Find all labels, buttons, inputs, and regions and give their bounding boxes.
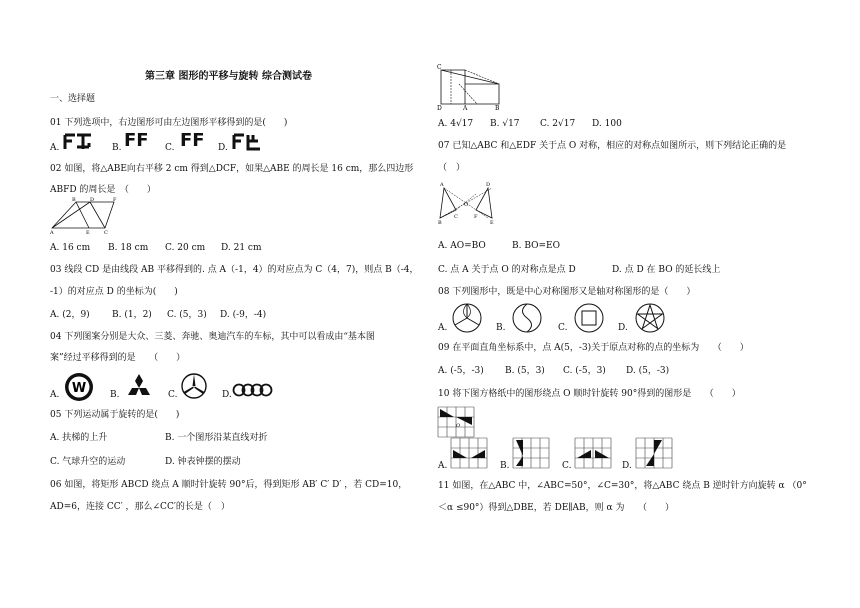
q09-stem: 09 在平面直角坐标系中，点 A(5，-3)关于原点对称的点的坐标为 （ ）	[438, 343, 749, 353]
q04-option-a: A.	[50, 390, 60, 400]
q05-option-d: D. 钟表钟摆的摆动	[165, 457, 241, 467]
q01-option-a: A.	[50, 143, 60, 153]
q06-figure	[437, 64, 507, 110]
q03-stem-line2: -1）的对应点 D 的坐标为( )	[50, 287, 178, 297]
q08-option-a: A.	[438, 323, 448, 333]
q07-stem-line1: 07 已知△ABC 和△EDF 关于点 O 对称，相应的对称点如图所示，则下列结论正确的是	[438, 141, 787, 151]
mercedes-logo-icon	[180, 372, 208, 400]
q03-option-a: A. (2，9)	[50, 310, 90, 320]
q09-option-d: D. (5，-3)	[626, 366, 670, 376]
q04-option-d: D.	[222, 390, 232, 400]
q05-stem: 05 下列运动属于旋转的是( )	[50, 410, 180, 420]
q07-figure	[438, 180, 494, 224]
q05-option-b: B. 一个图形沿某直线对折	[165, 433, 268, 443]
q02-label: C	[104, 230, 108, 236]
q03-stem-line1: 03 线段 CD 是由线段 AB 平移得到的. 点 A（-1，4）的对应点为 C（4，7)，则点 B（-4，	[50, 265, 419, 275]
q10-original-figure	[438, 407, 474, 437]
q06-option-c: C. 2√17	[540, 119, 576, 129]
page-title: 第三章 图形的平移与旋转 综合测试卷	[145, 71, 312, 82]
q01-figure-d	[232, 133, 268, 151]
q02-label: E	[86, 230, 90, 236]
q01-figure-b: FF	[124, 130, 149, 151]
q04-option-c: C.	[168, 390, 178, 400]
mitsubishi-logo-icon	[124, 373, 154, 401]
q08-figure-a	[451, 302, 483, 334]
svg-text:A: A	[440, 182, 444, 188]
q11-stem-line2: ＜α ≤90°）得到△DBE，若 DE∥AB，则 α 为 （ ）	[438, 503, 674, 513]
q02-stem-line1: 02 如图，将△ABE向右平移 2 cm 得到△DCF，如果△ABE 的周长是 16 cm，那么四边形	[50, 164, 414, 174]
q02-stem-line2: ABFD 的周长是 （ ）	[50, 185, 156, 195]
q07-option-b: B. BO=EO	[512, 241, 560, 251]
q03-option-b: B. (1，2)	[112, 310, 152, 320]
q06-stem-line2: AD=6，连接 CC′ ，那么∠CC′的长是（ ）	[50, 502, 230, 512]
svg-text:W: W	[71, 381, 87, 396]
svg-text:B: B	[438, 220, 442, 226]
q01-option-c: C.	[165, 143, 175, 153]
q10-figure-b	[513, 438, 549, 468]
svg-text:E: E	[490, 220, 494, 226]
q08-option-b: B.	[496, 323, 506, 333]
q01-option-d: D.	[218, 143, 228, 153]
q08-stem: 08 下列图形中，既是中心对称图形又是轴对称图形的是（ ）	[438, 287, 696, 297]
q09-option-c: C. (-5，3)	[563, 366, 606, 376]
audi-logo-icon	[232, 382, 274, 398]
q10-stem: 10 将下图方格纸中的图形绕点 O 顺时针旋转 90°得到的图形是 （ ）	[438, 389, 741, 399]
q02-option-a: A. 16 cm	[50, 243, 91, 253]
q04-option-b: B.	[110, 390, 120, 400]
q10-option-c: C.	[562, 461, 572, 471]
q01-figure-a	[63, 133, 99, 151]
q09-option-b: B. (5，3)	[505, 366, 545, 376]
q07-option-a: A. AO=BO	[438, 241, 486, 251]
q02-option-d: D. 21 cm	[221, 243, 262, 253]
q07-option-d: D. 点 D 在 BO 的延长线上	[612, 265, 721, 275]
svg-text:F: F	[474, 214, 478, 220]
q02-figure	[50, 197, 120, 236]
q10-option-d: D.	[622, 461, 632, 471]
q05-option-c: C. 气球升空的运动	[50, 457, 126, 467]
q04-stem-line2: 案”经过平移得到的是 （ ）	[50, 353, 186, 363]
q03-option-d: D. (-9，-4)	[220, 310, 267, 320]
q02-label: D	[90, 197, 95, 203]
q07-option-c: C. 点 A 关于点 O 的对称点是点 D	[438, 265, 576, 275]
q02-label: B	[72, 197, 76, 203]
q08-figure-c	[573, 302, 605, 334]
q08-option-c: C.	[558, 323, 568, 333]
svg-text:C: C	[437, 64, 442, 71]
q03-option-c: C. (5，3)	[167, 310, 207, 320]
q08-figure-d	[634, 302, 666, 334]
svg-text:D: D	[486, 182, 491, 188]
q02-option-b: B. 18 cm	[108, 243, 149, 253]
q10-figure-c	[575, 438, 611, 468]
svg-text:A: A	[463, 105, 468, 112]
svg-text:C: C	[454, 214, 458, 220]
q06-option-a: A. 4√17	[438, 119, 474, 129]
q10-option-a: A.	[438, 461, 448, 471]
q09-option-a: A. (-5，-3)	[438, 366, 484, 376]
q08-option-d: D.	[618, 323, 628, 333]
section-heading: 一、选择题	[50, 94, 96, 104]
q08-figure-b	[511, 302, 543, 334]
q02-label: F	[113, 197, 117, 203]
q10-figure-d	[636, 438, 672, 468]
q02-option-c: C. 20 cm	[165, 243, 206, 253]
q07-stem-line2: （ ）	[438, 163, 466, 173]
q10-figure-a	[451, 438, 487, 468]
q01-figure-c: FF	[180, 130, 205, 151]
svg-text:B: B	[495, 105, 500, 112]
q02-label: A	[50, 230, 54, 236]
q04-stem-line1: 04 下列图案分别是大众、三菱、奔驰、奥迪汽车的车标，其中可以看成由“基本图	[50, 332, 375, 342]
q05-option-a: A. 扶梯的上升	[50, 433, 108, 443]
svg-text:O: O	[464, 202, 469, 208]
q10-option-b: B.	[500, 461, 510, 471]
q06-option-d: D. 100	[592, 119, 622, 129]
q01-option-b: B.	[112, 143, 122, 153]
vw-logo-icon	[64, 372, 94, 402]
q01-stem: 01 下列选项中，右边图形可由左边图形平移得到的是( )	[50, 118, 288, 128]
q11-stem-line1: 11 如图，在△ABC 中，∠ABC=50°，∠C=30°，将△ABC 绕点 B 逆时针方向旋转 α （0°	[438, 481, 807, 491]
q06-stem-line1: 06 如图，将矩形 ABCD 绕点 A 顺时针旋转 90°后，得到矩形 AB′ C′ D′ ，若 CD=10，	[50, 480, 408, 490]
svg-text:D: D	[437, 105, 442, 112]
q06-option-b: B. √17	[490, 119, 520, 129]
svg-text:O: O	[456, 423, 461, 429]
